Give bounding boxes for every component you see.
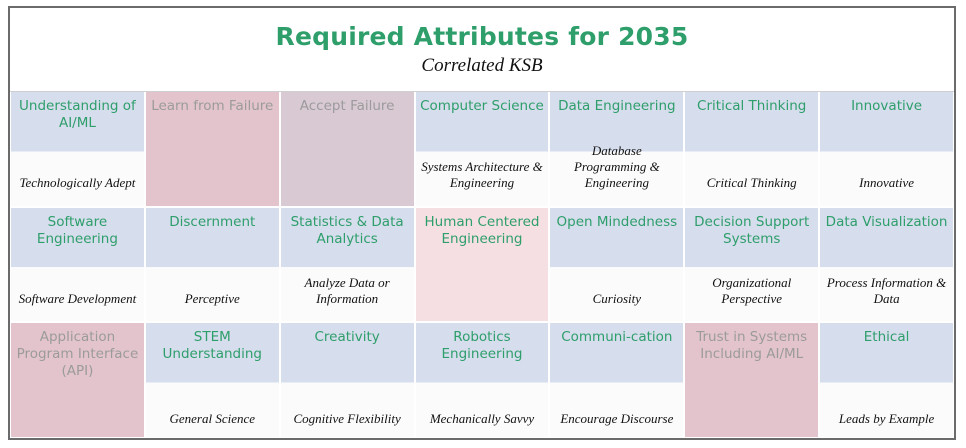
attribute-cell[interactable] [146, 323, 279, 437]
attribute-cell[interactable] [820, 323, 953, 437]
page-subtitle: Correlated KSB [421, 55, 543, 76]
attribute-ksb: Analyze Data or Information [304, 274, 390, 307]
attribute-cell[interactable] [685, 92, 818, 206]
attribute-ksb: Systems Architecture & Engineering [421, 159, 543, 191]
attribute-title: Ethical [863, 329, 910, 346]
attribute-cell[interactable] [281, 323, 414, 437]
attribute-cell[interactable] [11, 208, 144, 322]
attribute-ksb: General Science [169, 410, 256, 426]
attribute-title: Robotics Engineering [441, 329, 523, 363]
attribute-ksb: Organizational Perspective [712, 274, 792, 307]
attribute-title: Critical Thinking [697, 98, 807, 114]
attribute-ksb: Perceptive [184, 291, 240, 307]
attribute-title: Discernment [169, 213, 256, 230]
attribute-title: Open Mindedness [556, 213, 678, 230]
attribute-ksb: Innovative [859, 175, 914, 191]
attribute-cell[interactable] [281, 92, 414, 206]
attribute-title: Human Centered Engineering [424, 213, 540, 247]
attribute-title: Statistics & Data Analytics [290, 213, 404, 247]
attribute-title: Learn from Failure [151, 98, 274, 114]
attribute-cell[interactable] [146, 208, 279, 322]
attribute-title: Innovative [851, 98, 923, 114]
attribute-title: Software Engineering [36, 213, 118, 247]
attribute-ksb: Mechanically Savvy [429, 410, 535, 426]
attribute-cell[interactable] [550, 323, 683, 437]
attribute-ksb: Database Programming & Engineering [573, 142, 660, 191]
attribute-ksb: Technologically Adept [19, 175, 136, 191]
attribute-title: STEM Understanding [162, 329, 262, 363]
attribute-cell[interactable] [820, 92, 953, 206]
attribute-cell[interactable] [820, 208, 953, 322]
attribute-ksb: Critical Thinking [706, 175, 797, 191]
attribute-ksb: Leads by Example [838, 410, 935, 426]
diagram-header [10, 8, 954, 92]
attribute-title: Communi-cation [561, 329, 673, 346]
attribute-cell[interactable] [11, 92, 144, 206]
attribute-title: Data Engineering [558, 98, 676, 114]
attribute-title: Application Program Interface (API) [16, 329, 139, 380]
attribute-title: Understanding of AI/ML [19, 98, 136, 131]
attribute-ksb: Software Development [18, 291, 137, 307]
attribute-cell[interactable] [416, 323, 549, 437]
attribute-title: Data Visualization [825, 213, 948, 230]
attribute-cell[interactable] [281, 208, 414, 322]
attribute-cell[interactable] [146, 92, 279, 206]
diagram-frame [8, 6, 956, 440]
attribute-title: Trust in Systems Including AI/ML [696, 329, 808, 363]
attribute-cell[interactable] [685, 323, 818, 437]
attribute-cell[interactable] [550, 208, 683, 322]
page-title: Required Attributes for 2035 [275, 22, 689, 51]
attributes-grid [10, 92, 954, 438]
attribute-ksb: Cognitive Flexibility [293, 410, 401, 426]
attribute-cell[interactable] [11, 323, 144, 437]
attribute-ksb: Encourage Discourse [560, 410, 674, 426]
attribute-ksb: Process Information & Data [826, 274, 947, 307]
attribute-cell[interactable] [416, 208, 549, 322]
attribute-title: Accept Failure [299, 98, 395, 114]
attribute-ksb: Curiosity [592, 291, 642, 307]
attribute-title: Creativity [314, 329, 380, 346]
attribute-title: Decision Support Systems [694, 213, 810, 247]
attribute-title: Computer Science [420, 98, 544, 114]
attribute-cell[interactable] [416, 92, 549, 206]
attribute-cell[interactable] [685, 208, 818, 322]
attribute-cell[interactable] [550, 92, 683, 206]
